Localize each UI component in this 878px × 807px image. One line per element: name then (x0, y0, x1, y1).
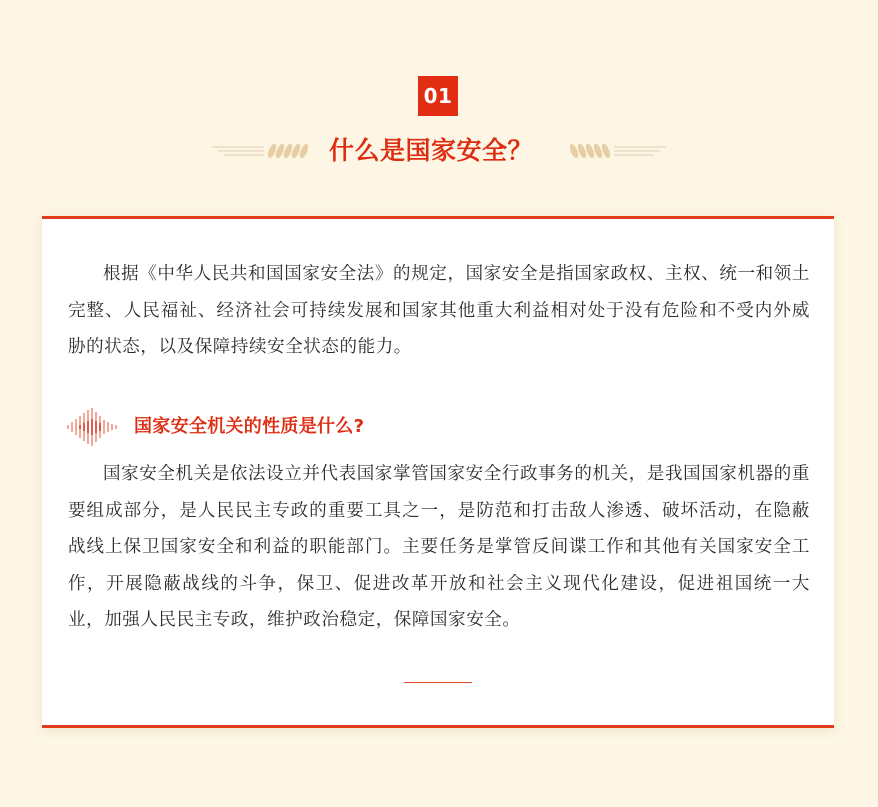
intro-paragraph: 根据《中华人民共和国国家安全法》的规定，国家安全是指国家政权、主权、统一和领土完整、人民福祉、经济社会可持续发展和国家其他重大利益相对处于没有危险和不受内外威胁的状态，以及保障持续安全状态的能力。 (68, 264, 810, 357)
section-number-badge: 01 (418, 76, 458, 116)
wheat-ornament-right-icon (560, 136, 666, 166)
section-title-row (0, 128, 878, 174)
sound-wave-icon (66, 407, 126, 447)
wheat-ornament-left-icon (212, 136, 318, 166)
subheading-row (66, 407, 666, 447)
section-title: 什么是国家安全？ (329, 136, 534, 165)
answer-paragraph: 国家安全机关是依法设立并代表国家掌管国家安全行政事务的机关，是我国国家机器的重要组成部分，是人民民主专政的重要工具之一，是防范和打击敌人渗透、破坏活动，在隐蔽战线上保卫国家安全和利益的职能部门。主要任务是掌管反间谍工作和其他有关国家安全工作，开展隐蔽战线的斗争，保卫、促进改革开放和社会主义现代化建设，促进祖国统一大业，加强人民民主专政，维护政治稳定，保障国家安全。 (68, 464, 810, 630)
section-header (0, 0, 878, 200)
end-divider (404, 682, 472, 683)
subheading-title: 国家安全机关的性质是什么? (134, 416, 365, 437)
content-card (42, 216, 834, 728)
